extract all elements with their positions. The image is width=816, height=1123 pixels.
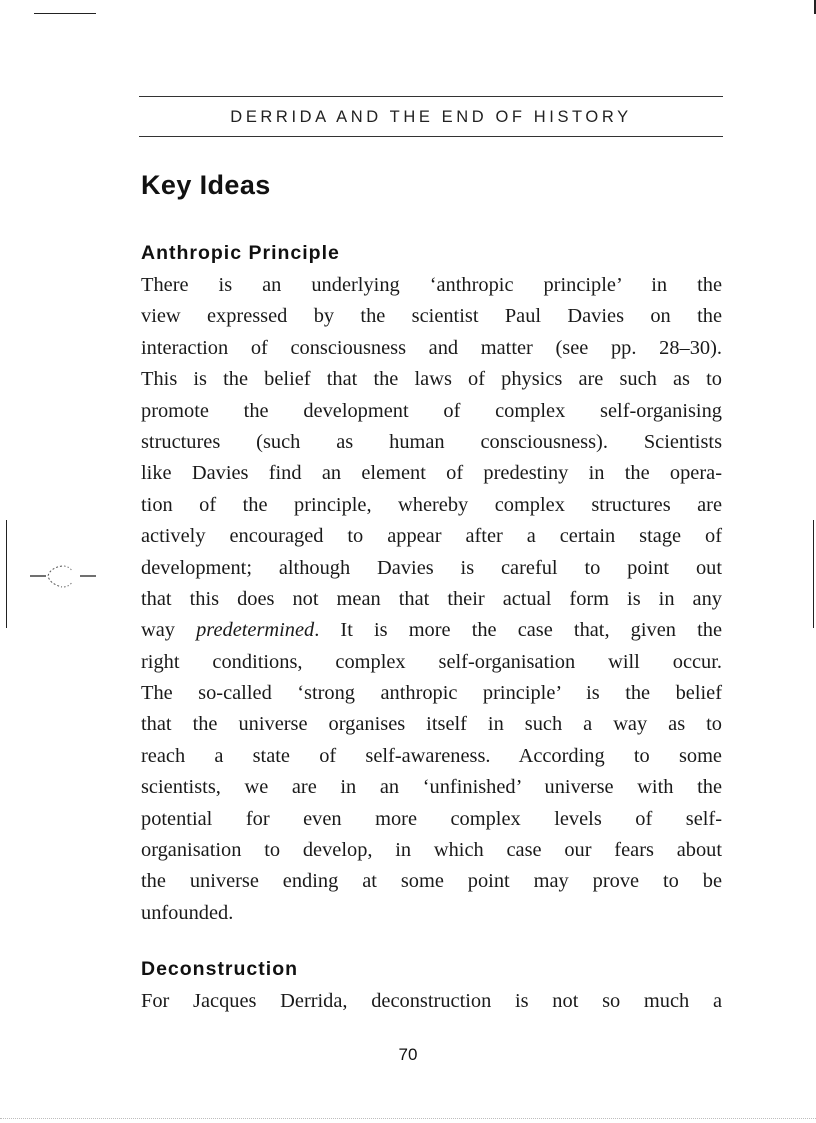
body-line: that the universe organises itself in such a way as to (141, 713, 722, 736)
crop-mark-top-left (34, 13, 96, 14)
body-line: actively encouraged to appear after a certain stage of (141, 525, 722, 548)
running-head (139, 96, 723, 137)
body-line-text: way (141, 619, 197, 642)
body-line: This is the belief that the laws of physics are such as to (141, 368, 722, 391)
entry-body-anthropic-principle (141, 270, 722, 929)
body-line: The so-called ‘strong anthropic principle’ is the belief (141, 682, 722, 705)
entry-body-deconstruction (141, 986, 722, 1017)
body-line: There is an underlying ‘anthropic principle’ in the (141, 274, 722, 296)
body-line: tion of the principle, whereby complex structures are (141, 493, 722, 516)
entry-heading-deconstruction: Deconstruction (141, 958, 299, 980)
body-line: interaction of consciousness and matter (see pp. 28–30). (141, 336, 722, 359)
body-line: the universe ending at some point may prove to be (141, 870, 722, 893)
body-line: organisation to develop, in which case our fears about (141, 839, 722, 862)
body-line: that this does not mean that their actual form is in any (141, 587, 722, 610)
body-line: development; although Davies is careful to point out (141, 556, 722, 579)
emphasis-text: predetermined (196, 619, 315, 642)
body-line: promote the development of complex self-organising (141, 399, 722, 422)
body-line: structures (such as human consciousness). Scientists (141, 430, 722, 453)
running-head-text: DERRIDA AND THE END OF HISTORY (230, 108, 632, 126)
body-line: scientists, we are in an ‘unfinished’ universe with the (141, 776, 722, 799)
body-line-text: . It is more the case that, given the (314, 619, 722, 642)
body-line: For Jacques Derrida, deconstruction is not so much a (141, 990, 722, 1012)
registration-mark-icon (30, 562, 100, 592)
entry-heading-anthropic-principle: Anthropic Principle (141, 242, 340, 264)
body-line: like Davies find an element of predestiny in the opera- (141, 462, 722, 485)
body-line: unfounded. (141, 901, 234, 924)
body-line: reach a state of self-awareness. According to some (141, 744, 722, 767)
body-line: potential for even more complex levels of self- (141, 807, 722, 830)
page-number: 70 (398, 1045, 418, 1064)
body-line (141, 615, 722, 646)
body-line: view expressed by the scientist Paul Davies on the (141, 305, 722, 328)
margin-rule-left (6, 520, 7, 628)
body-line: right conditions, complex self-organisation will occur. (141, 650, 722, 673)
margin-rule-right (813, 520, 814, 628)
bottom-dotted-border (0, 1118, 816, 1119)
section-title: Key Ideas (141, 170, 271, 200)
